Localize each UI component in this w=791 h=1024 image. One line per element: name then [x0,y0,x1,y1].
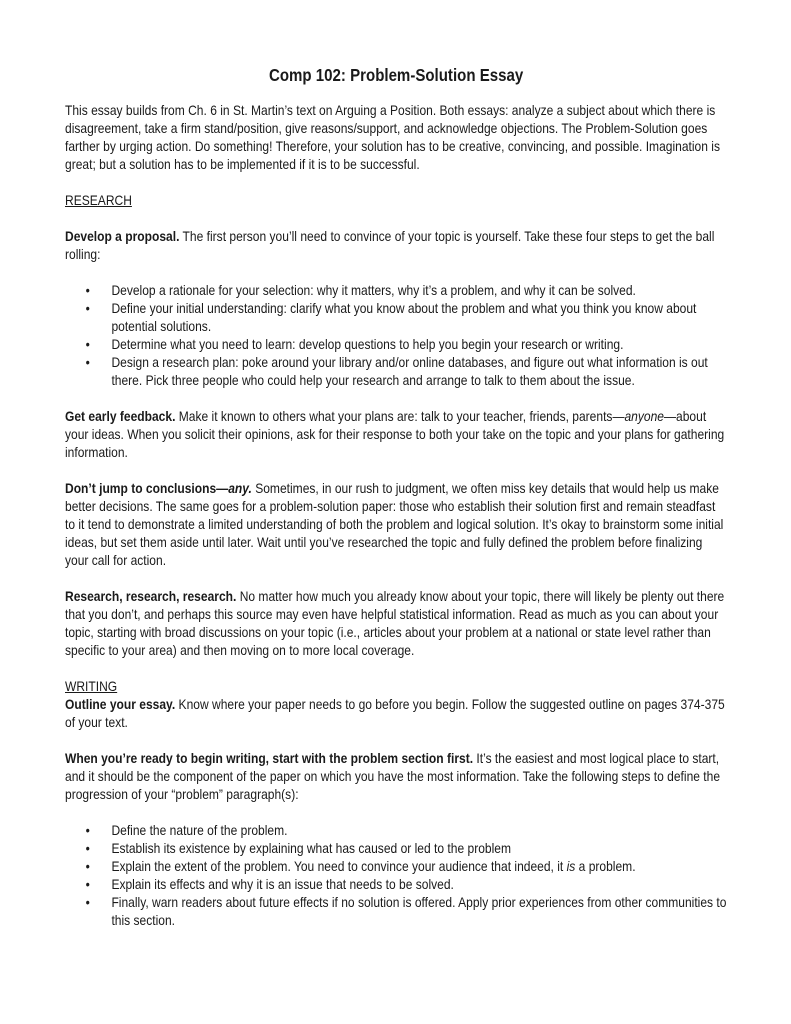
document-body [65,64,727,929]
list-item [65,857,727,875]
section-heading-writing: WRITING [65,678,118,694]
document-page [65,64,725,947]
dont-jump-lead-text: Don’t jump to conclusions— [65,480,229,496]
list-item: • Explain its effects and why it is an issue that needs to be solved. [65,875,727,893]
list-item-italic: is [566,858,576,874]
list-item: • Finally, warn readers about future effects if no solution is offered. Apply prior experiences from other communities to this section. [65,893,727,929]
dont-jump-lead-italic: any. [228,480,252,496]
list-item: • Design a research plan: poke around your library and/or online databases, and figure out what information is out there. Pick three people who could help your research and arrange to talk to them about the issue. [65,353,727,389]
dont-jump-paragraph [65,479,727,569]
problem-steps-list [65,821,727,929]
dont-jump-lead [65,480,252,496]
develop-proposal-lead: Develop a proposal. [65,228,180,244]
list-item: • Develop a rationale for your selection: why it matters, why it’s a problem, and why it can be solved. [65,281,727,299]
early-feedback-paragraph [65,407,727,461]
early-feedback-lead: Get early feedback. [65,408,176,424]
early-feedback-text-after: —about your ideas. When you solicit their opinions, ask for their response to both your take on the topic and your plans for gathering information. [65,408,725,460]
problem-first-lead: When you’re ready to begin writing, start with the problem section first. [65,750,474,766]
list-item: • Determine what you need to learn: develop questions to help you begin your research or writing. [65,335,727,353]
develop-proposal-text: The first person you’ll need to convince of your topic is yourself. Take these four steps to get the ball rolling: [65,228,715,262]
proposal-steps-list [65,281,727,389]
research-research-paragraph [65,587,727,659]
list-item-text-before: Explain the extent of the problem. You need to convince your audience that indeed, it [111,858,567,874]
intro-paragraph: This essay builds from Ch. 6 in St. Martin’s text on Arguing a Position. Both essays: analyze a subject about which there is disagreement, take a firm stand/position, give reasons/support, and acknowledge objections. The Problem-Solution goes farther by urging action. Do something! Therefore, your solution has to be creative, convincing, and possible. Imagination is great; but a solution has to be implemented if it is to be successful. [65,102,720,172]
develop-proposal-paragraph [65,227,727,263]
list-item: • Define your initial understanding: clarify what you know about the problem and what you think you know about potential solutions. [65,299,727,335]
document-title: Comp 102: Problem-Solution Essay [268,65,524,85]
research-research-lead: Research, research, research. [65,588,237,604]
problem-first-paragraph [65,749,727,803]
outline-paragraph [65,695,727,731]
early-feedback-italic: anyone [624,408,664,424]
outline-lead: Outline your essay. [65,696,176,712]
section-heading-research: RESEARCH [65,192,132,208]
list-item-text-after: a problem. [575,858,636,874]
list-item: • Define the nature of the problem. [65,821,727,839]
problem-first-text: It’s the easiest and most logical place to start, and it should be the component of the paper on which you have the most information. Take the following steps to define the progression of your “problem” paragraph(s): [65,750,721,802]
outline-text: Know where your paper needs to go before you begin. Follow the suggested outline on pages 374-375 of your text. [65,696,725,730]
list-item: • Establish its existence by explaining what has caused or led to the problem [65,839,727,857]
research-research-text: No matter how much you already know about your topic, there will likely be plenty out there that you don’t, and perhaps this source may even have helpful statistical information. Read as much as you can about your topic, starting with broad discussions on your topic (i.e., articles about your problem at a national or state level rather than specific to your area) and then moving on to more local coverage. [65,588,725,658]
dont-jump-text: Sometimes, in our rush to judgment, we often miss key details that would help us make better decisions. The same goes for a problem-solution paper: those who establish their solution first and remain steadfast to it tend to demonstrate a limited understanding of both the problem and logical solution. It’s okay to brainstorm some initial ideas, but set them aside until later. Wait until you’ve researched the topic and fully defined the problem before finalizing your call for action. [65,480,724,568]
early-feedback-text-before: Make it known to others what your plans are: talk to your teacher, friends, parents— [175,408,625,424]
